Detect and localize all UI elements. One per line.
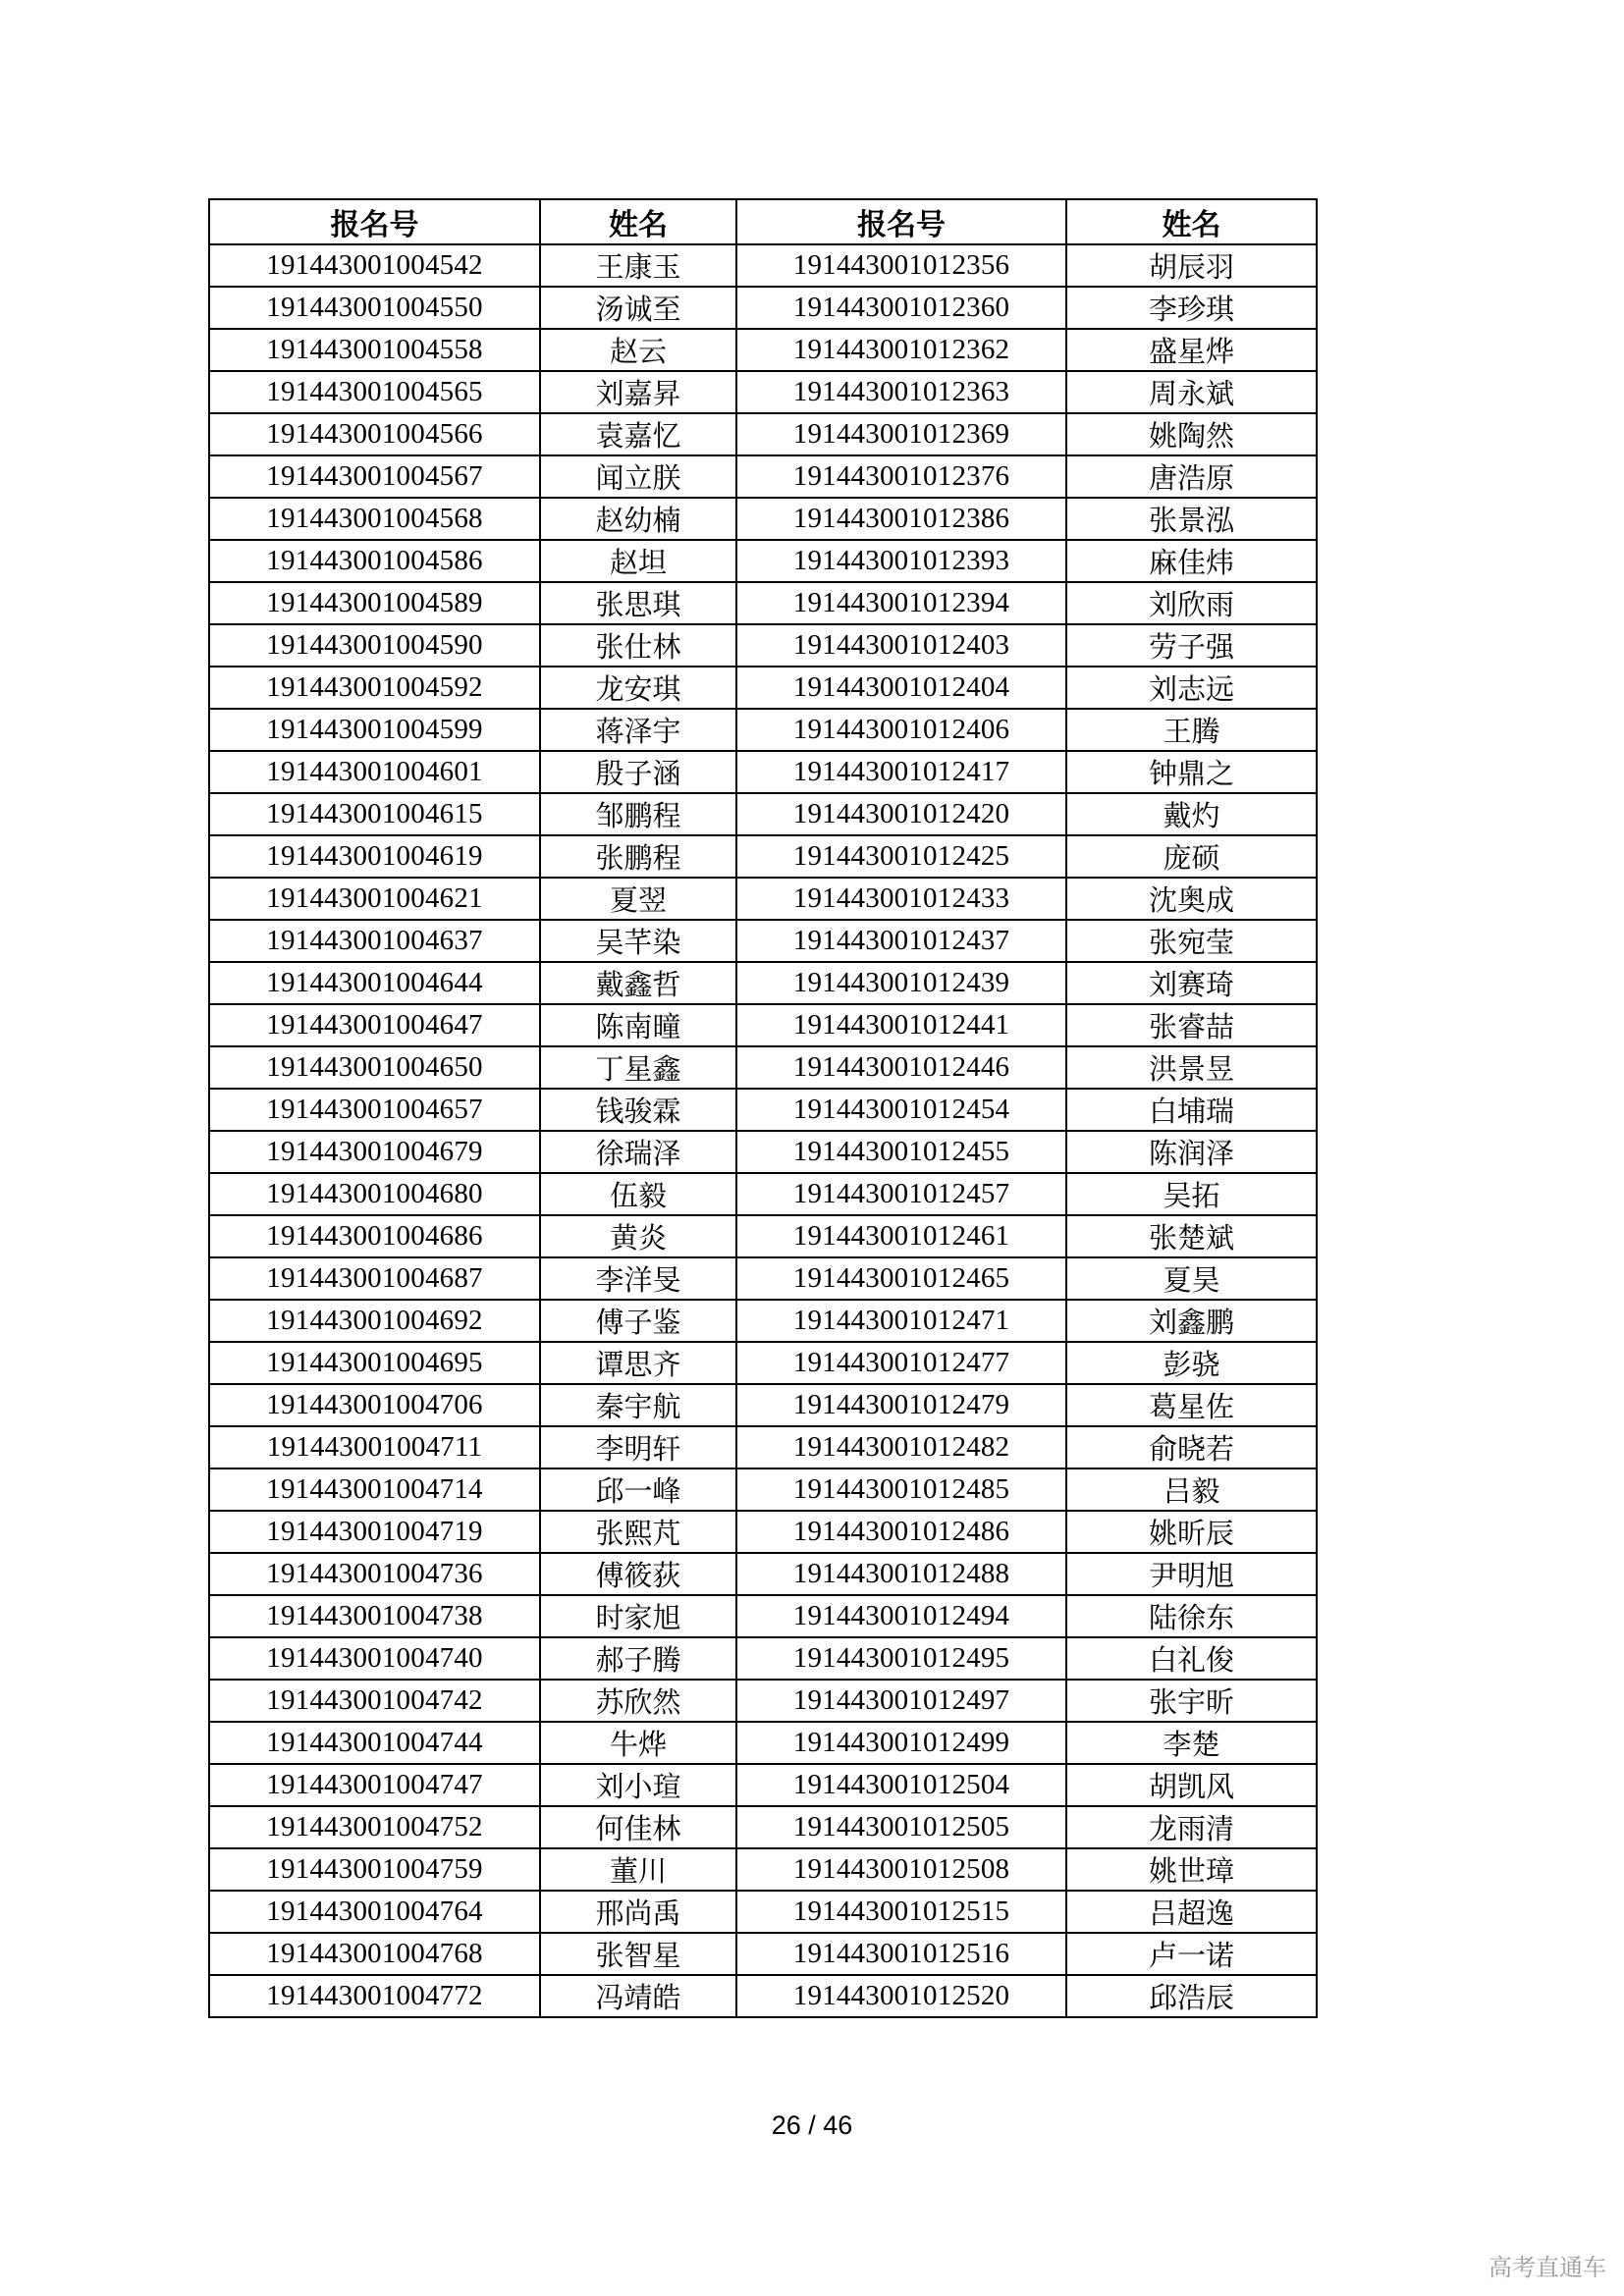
cell-name-right: 彭骁 <box>1066 1342 1317 1384</box>
cell-registration-number-left: 191443001004542 <box>209 244 540 287</box>
cell-name-right: 白埔瑞 <box>1066 1089 1317 1131</box>
cell-name-right: 葛星佐 <box>1066 1384 1317 1426</box>
table-row <box>209 1300 1317 1342</box>
cell-name-left: 傅筱荻 <box>540 1553 736 1595</box>
cell-name-right: 尹明旭 <box>1066 1553 1317 1595</box>
cell-registration-number-left: 191443001004752 <box>209 1806 540 1848</box>
cell-name-right: 姚世璋 <box>1066 1848 1317 1891</box>
table-row <box>209 709 1317 751</box>
cell-registration-number-left: 191443001004619 <box>209 835 540 878</box>
table-row <box>209 540 1317 582</box>
cell-registration-number-right: 191443001012363 <box>736 371 1066 413</box>
cell-registration-number-right: 191443001012394 <box>736 582 1066 624</box>
cell-name-left: 牛烨 <box>540 1722 736 1764</box>
cell-registration-number-right: 191443001012485 <box>736 1468 1066 1511</box>
table-row <box>209 498 1317 540</box>
cell-registration-number-right: 191443001012497 <box>736 1680 1066 1722</box>
cell-name-left: 王康玉 <box>540 244 736 287</box>
cell-name-left: 张鹏程 <box>540 835 736 878</box>
cell-registration-number-left: 191443001004764 <box>209 1891 540 1933</box>
cell-name-left: 何佳林 <box>540 1806 736 1848</box>
cell-registration-number-left: 191443001004719 <box>209 1511 540 1553</box>
cell-registration-number-left: 191443001004759 <box>209 1848 540 1891</box>
cell-name-left: 邹鹏程 <box>540 793 736 835</box>
cell-registration-number-left: 191443001004601 <box>209 751 540 793</box>
cell-registration-number-right: 191443001012360 <box>736 287 1066 329</box>
cell-registration-number-right: 191443001012437 <box>736 920 1066 962</box>
cell-registration-number-left: 191443001004692 <box>209 1300 540 1342</box>
cell-registration-number-left: 191443001004738 <box>209 1595 540 1637</box>
table-row <box>209 1089 1317 1131</box>
cell-registration-number-right: 191443001012356 <box>736 244 1066 287</box>
cell-name-right: 龙雨清 <box>1066 1806 1317 1848</box>
cell-registration-number-left: 191443001004615 <box>209 793 540 835</box>
cell-name-right: 劳子强 <box>1066 624 1317 667</box>
cell-registration-number-right: 191443001012441 <box>736 1004 1066 1046</box>
table-row <box>209 1173 1317 1215</box>
cell-registration-number-right: 191443001012479 <box>736 1384 1066 1426</box>
cell-registration-number-right: 191443001012369 <box>736 413 1066 455</box>
cell-name-right: 卢一诺 <box>1066 1933 1317 1975</box>
cell-name-right: 吕毅 <box>1066 1468 1317 1511</box>
table-header-row <box>209 199 1317 244</box>
table-row <box>209 1426 1317 1468</box>
table-row <box>209 1131 1317 1173</box>
cell-name-right: 刘赛琦 <box>1066 962 1317 1004</box>
cell-registration-number-right: 191443001012520 <box>736 1975 1066 2017</box>
cell-name-left: 邱一峰 <box>540 1468 736 1511</box>
cell-name-right: 张睿喆 <box>1066 1004 1317 1046</box>
cell-registration-number-left: 191443001004711 <box>209 1426 540 1468</box>
cell-registration-number-right: 191443001012515 <box>736 1891 1066 1933</box>
cell-registration-number-right: 191443001012417 <box>736 751 1066 793</box>
cell-name-right: 吕超逸 <box>1066 1891 1317 1933</box>
cell-registration-number-right: 191443001012425 <box>736 835 1066 878</box>
table-row <box>209 1848 1317 1891</box>
cell-name-right: 吴拓 <box>1066 1173 1317 1215</box>
table-row <box>209 624 1317 667</box>
roster-table <box>208 198 1318 2018</box>
cell-name-left: 陈南曈 <box>540 1004 736 1046</box>
cell-registration-number-left: 191443001004736 <box>209 1553 540 1595</box>
watermark: 高考直通车 <box>1489 2254 1606 2281</box>
table-row <box>209 1891 1317 1933</box>
cell-name-left: 汤诚至 <box>540 287 736 329</box>
table-row <box>209 582 1317 624</box>
header-registration-number-left: 报名号 <box>209 199 540 244</box>
cell-registration-number-right: 191443001012504 <box>736 1764 1066 1806</box>
cell-name-right: 张宛莹 <box>1066 920 1317 962</box>
cell-registration-number-left: 191443001004599 <box>209 709 540 751</box>
cell-name-right: 邱浩辰 <box>1066 1975 1317 2017</box>
cell-name-right: 戴灼 <box>1066 793 1317 835</box>
cell-registration-number-right: 191443001012404 <box>736 667 1066 709</box>
cell-registration-number-left: 191443001004680 <box>209 1173 540 1215</box>
cell-name-left: 黄炎 <box>540 1215 736 1257</box>
cell-registration-number-right: 191443001012446 <box>736 1046 1066 1089</box>
cell-name-right: 钟鼎之 <box>1066 751 1317 793</box>
table-row <box>209 793 1317 835</box>
table-row <box>209 835 1317 878</box>
cell-name-left: 苏欣然 <box>540 1680 736 1722</box>
cell-name-right: 张楚斌 <box>1066 1215 1317 1257</box>
cell-name-left: 郝子腾 <box>540 1637 736 1680</box>
cell-registration-number-left: 191443001004586 <box>209 540 540 582</box>
cell-registration-number-right: 191443001012499 <box>736 1722 1066 1764</box>
cell-name-left: 闻立朕 <box>540 455 736 498</box>
cell-name-left: 冯靖皓 <box>540 1975 736 2017</box>
cell-name-right: 白礼俊 <box>1066 1637 1317 1680</box>
cell-registration-number-left: 191443001004567 <box>209 455 540 498</box>
cell-name-right: 盛星烨 <box>1066 329 1317 371</box>
cell-registration-number-left: 191443001004637 <box>209 920 540 962</box>
cell-registration-number-right: 191443001012494 <box>736 1595 1066 1637</box>
cell-name-left: 董川 <box>540 1848 736 1891</box>
cell-name-left: 戴鑫哲 <box>540 962 736 1004</box>
cell-registration-number-right: 191443001012461 <box>736 1215 1066 1257</box>
cell-registration-number-right: 191443001012508 <box>736 1848 1066 1891</box>
table-row <box>209 1342 1317 1384</box>
cell-registration-number-left: 191443001004621 <box>209 878 540 920</box>
cell-registration-number-right: 191443001012406 <box>736 709 1066 751</box>
cell-registration-number-left: 191443001004568 <box>209 498 540 540</box>
table-row <box>209 1215 1317 1257</box>
cell-name-left: 伍毅 <box>540 1173 736 1215</box>
cell-name-left: 赵云 <box>540 329 736 371</box>
cell-name-left: 傅子鉴 <box>540 1300 736 1342</box>
cell-registration-number-left: 191443001004687 <box>209 1257 540 1300</box>
header-name-left: 姓名 <box>540 199 736 244</box>
cell-name-left: 龙安琪 <box>540 667 736 709</box>
cell-registration-number-left: 191443001004740 <box>209 1637 540 1680</box>
table-row <box>209 1004 1317 1046</box>
cell-registration-number-left: 191443001004566 <box>209 413 540 455</box>
cell-registration-number-right: 191443001012386 <box>736 498 1066 540</box>
table-row <box>209 371 1317 413</box>
cell-name-left: 丁星鑫 <box>540 1046 736 1089</box>
cell-name-right: 胡辰羽 <box>1066 244 1317 287</box>
table-row <box>209 1975 1317 2017</box>
cell-name-left: 李洋旻 <box>540 1257 736 1300</box>
cell-name-left: 张智星 <box>540 1933 736 1975</box>
cell-name-right: 王腾 <box>1066 709 1317 751</box>
table-row <box>209 287 1317 329</box>
cell-name-left: 徐瑞泽 <box>540 1131 736 1173</box>
cell-registration-number-left: 191443001004592 <box>209 667 540 709</box>
cell-name-right: 姚陶然 <box>1066 413 1317 455</box>
table-row <box>209 329 1317 371</box>
cell-registration-number-left: 191443001004647 <box>209 1004 540 1046</box>
cell-name-left: 张思琪 <box>540 582 736 624</box>
table-row <box>209 1806 1317 1848</box>
page-indicator: 26 / 46 <box>771 2110 853 2140</box>
header-registration-number-right: 报名号 <box>736 199 1066 244</box>
cell-name-right: 刘鑫鹏 <box>1066 1300 1317 1342</box>
table-row <box>209 244 1317 287</box>
cell-name-left: 赵坦 <box>540 540 736 582</box>
cell-registration-number-right: 191443001012403 <box>736 624 1066 667</box>
cell-registration-number-left: 191443001004558 <box>209 329 540 371</box>
cell-name-left: 钱骏霖 <box>540 1089 736 1131</box>
cell-registration-number-right: 191443001012488 <box>736 1553 1066 1595</box>
cell-name-right: 张景泓 <box>1066 498 1317 540</box>
cell-registration-number-left: 191443001004742 <box>209 1680 540 1722</box>
table-row <box>209 751 1317 793</box>
cell-registration-number-right: 191443001012433 <box>736 878 1066 920</box>
cell-registration-number-left: 191443001004695 <box>209 1342 540 1384</box>
cell-name-right: 胡凯风 <box>1066 1764 1317 1806</box>
cell-name-right: 洪景昱 <box>1066 1046 1317 1089</box>
cell-name-left: 邢尚禹 <box>540 1891 736 1933</box>
cell-registration-number-right: 191443001012362 <box>736 329 1066 371</box>
table-row <box>209 455 1317 498</box>
cell-registration-number-left: 191443001004772 <box>209 1975 540 2017</box>
cell-registration-number-right: 191443001012454 <box>736 1089 1066 1131</box>
table-row <box>209 1046 1317 1089</box>
table-row <box>209 1637 1317 1680</box>
cell-name-right: 姚昕辰 <box>1066 1511 1317 1553</box>
table-body <box>209 244 1317 2017</box>
cell-registration-number-left: 191443001004714 <box>209 1468 540 1511</box>
cell-name-right: 周永斌 <box>1066 371 1317 413</box>
cell-registration-number-right: 191443001012465 <box>736 1257 1066 1300</box>
cell-registration-number-left: 191443001004589 <box>209 582 540 624</box>
cell-registration-number-right: 191443001012505 <box>736 1806 1066 1848</box>
cell-name-left: 李明轩 <box>540 1426 736 1468</box>
cell-registration-number-left: 191443001004679 <box>209 1131 540 1173</box>
table-row <box>209 878 1317 920</box>
cell-name-left: 张熙芃 <box>540 1511 736 1553</box>
cell-name-left: 夏翌 <box>540 878 736 920</box>
table-row <box>209 1384 1317 1426</box>
cell-registration-number-right: 191443001012495 <box>736 1637 1066 1680</box>
cell-registration-number-left: 191443001004657 <box>209 1089 540 1131</box>
cell-name-left: 吴芊染 <box>540 920 736 962</box>
table-row <box>209 1595 1317 1637</box>
cell-name-right: 夏昊 <box>1066 1257 1317 1300</box>
cell-name-right: 唐浩原 <box>1066 455 1317 498</box>
cell-name-left: 时家旭 <box>540 1595 736 1637</box>
table-row <box>209 413 1317 455</box>
cell-registration-number-right: 191443001012439 <box>736 962 1066 1004</box>
cell-registration-number-right: 191443001012457 <box>736 1173 1066 1215</box>
cell-registration-number-right: 191443001012455 <box>736 1131 1066 1173</box>
cell-name-left: 刘小瑄 <box>540 1764 736 1806</box>
cell-name-left: 刘嘉昇 <box>540 371 736 413</box>
cell-registration-number-left: 191443001004590 <box>209 624 540 667</box>
cell-registration-number-left: 191443001004644 <box>209 962 540 1004</box>
table-row <box>209 962 1317 1004</box>
cell-name-right: 麻佳炜 <box>1066 540 1317 582</box>
table-row <box>209 920 1317 962</box>
cell-name-right: 张宇昕 <box>1066 1680 1317 1722</box>
cell-name-left: 秦宇航 <box>540 1384 736 1426</box>
cell-registration-number-right: 191443001012477 <box>736 1342 1066 1384</box>
cell-registration-number-left: 191443001004650 <box>209 1046 540 1089</box>
cell-registration-number-left: 191443001004747 <box>209 1764 540 1806</box>
cell-registration-number-left: 191443001004550 <box>209 287 540 329</box>
table-row <box>209 1722 1317 1764</box>
cell-name-left: 袁嘉忆 <box>540 413 736 455</box>
cell-name-left: 谭思齐 <box>540 1342 736 1384</box>
cell-name-right: 刘志远 <box>1066 667 1317 709</box>
cell-registration-number-right: 191443001012516 <box>736 1933 1066 1975</box>
cell-name-right: 沈奥成 <box>1066 878 1317 920</box>
cell-name-right: 俞晓若 <box>1066 1426 1317 1468</box>
cell-registration-number-right: 191443001012393 <box>736 540 1066 582</box>
cell-name-left: 蒋泽宇 <box>540 709 736 751</box>
table-row <box>209 1257 1317 1300</box>
cell-registration-number-left: 191443001004706 <box>209 1384 540 1426</box>
cell-registration-number-right: 191443001012376 <box>736 455 1066 498</box>
cell-registration-number-left: 191443001004565 <box>209 371 540 413</box>
cell-registration-number-right: 191443001012420 <box>736 793 1066 835</box>
cell-registration-number-right: 191443001012486 <box>736 1511 1066 1553</box>
cell-name-left: 赵幼楠 <box>540 498 736 540</box>
cell-name-right: 李楚 <box>1066 1722 1317 1764</box>
cell-registration-number-right: 191443001012471 <box>736 1300 1066 1342</box>
cell-name-right: 庞硕 <box>1066 835 1317 878</box>
cell-registration-number-left: 191443001004686 <box>209 1215 540 1257</box>
cell-name-right: 陆徐东 <box>1066 1595 1317 1637</box>
table-row <box>209 667 1317 709</box>
cell-name-right: 李珍琪 <box>1066 287 1317 329</box>
cell-registration-number-right: 191443001012482 <box>736 1426 1066 1468</box>
header-name-right: 姓名 <box>1066 199 1317 244</box>
table-row <box>209 1764 1317 1806</box>
cell-registration-number-left: 191443001004768 <box>209 1933 540 1975</box>
cell-name-left: 殷子涵 <box>540 751 736 793</box>
cell-name-right: 陈润泽 <box>1066 1131 1317 1173</box>
table-row <box>209 1680 1317 1722</box>
cell-registration-number-left: 191443001004744 <box>209 1722 540 1764</box>
table-row <box>209 1511 1317 1553</box>
table-row <box>209 1553 1317 1595</box>
cell-name-right: 刘欣雨 <box>1066 582 1317 624</box>
cell-name-left: 张仕林 <box>540 624 736 667</box>
table-row <box>209 1468 1317 1511</box>
table-row <box>209 1933 1317 1975</box>
